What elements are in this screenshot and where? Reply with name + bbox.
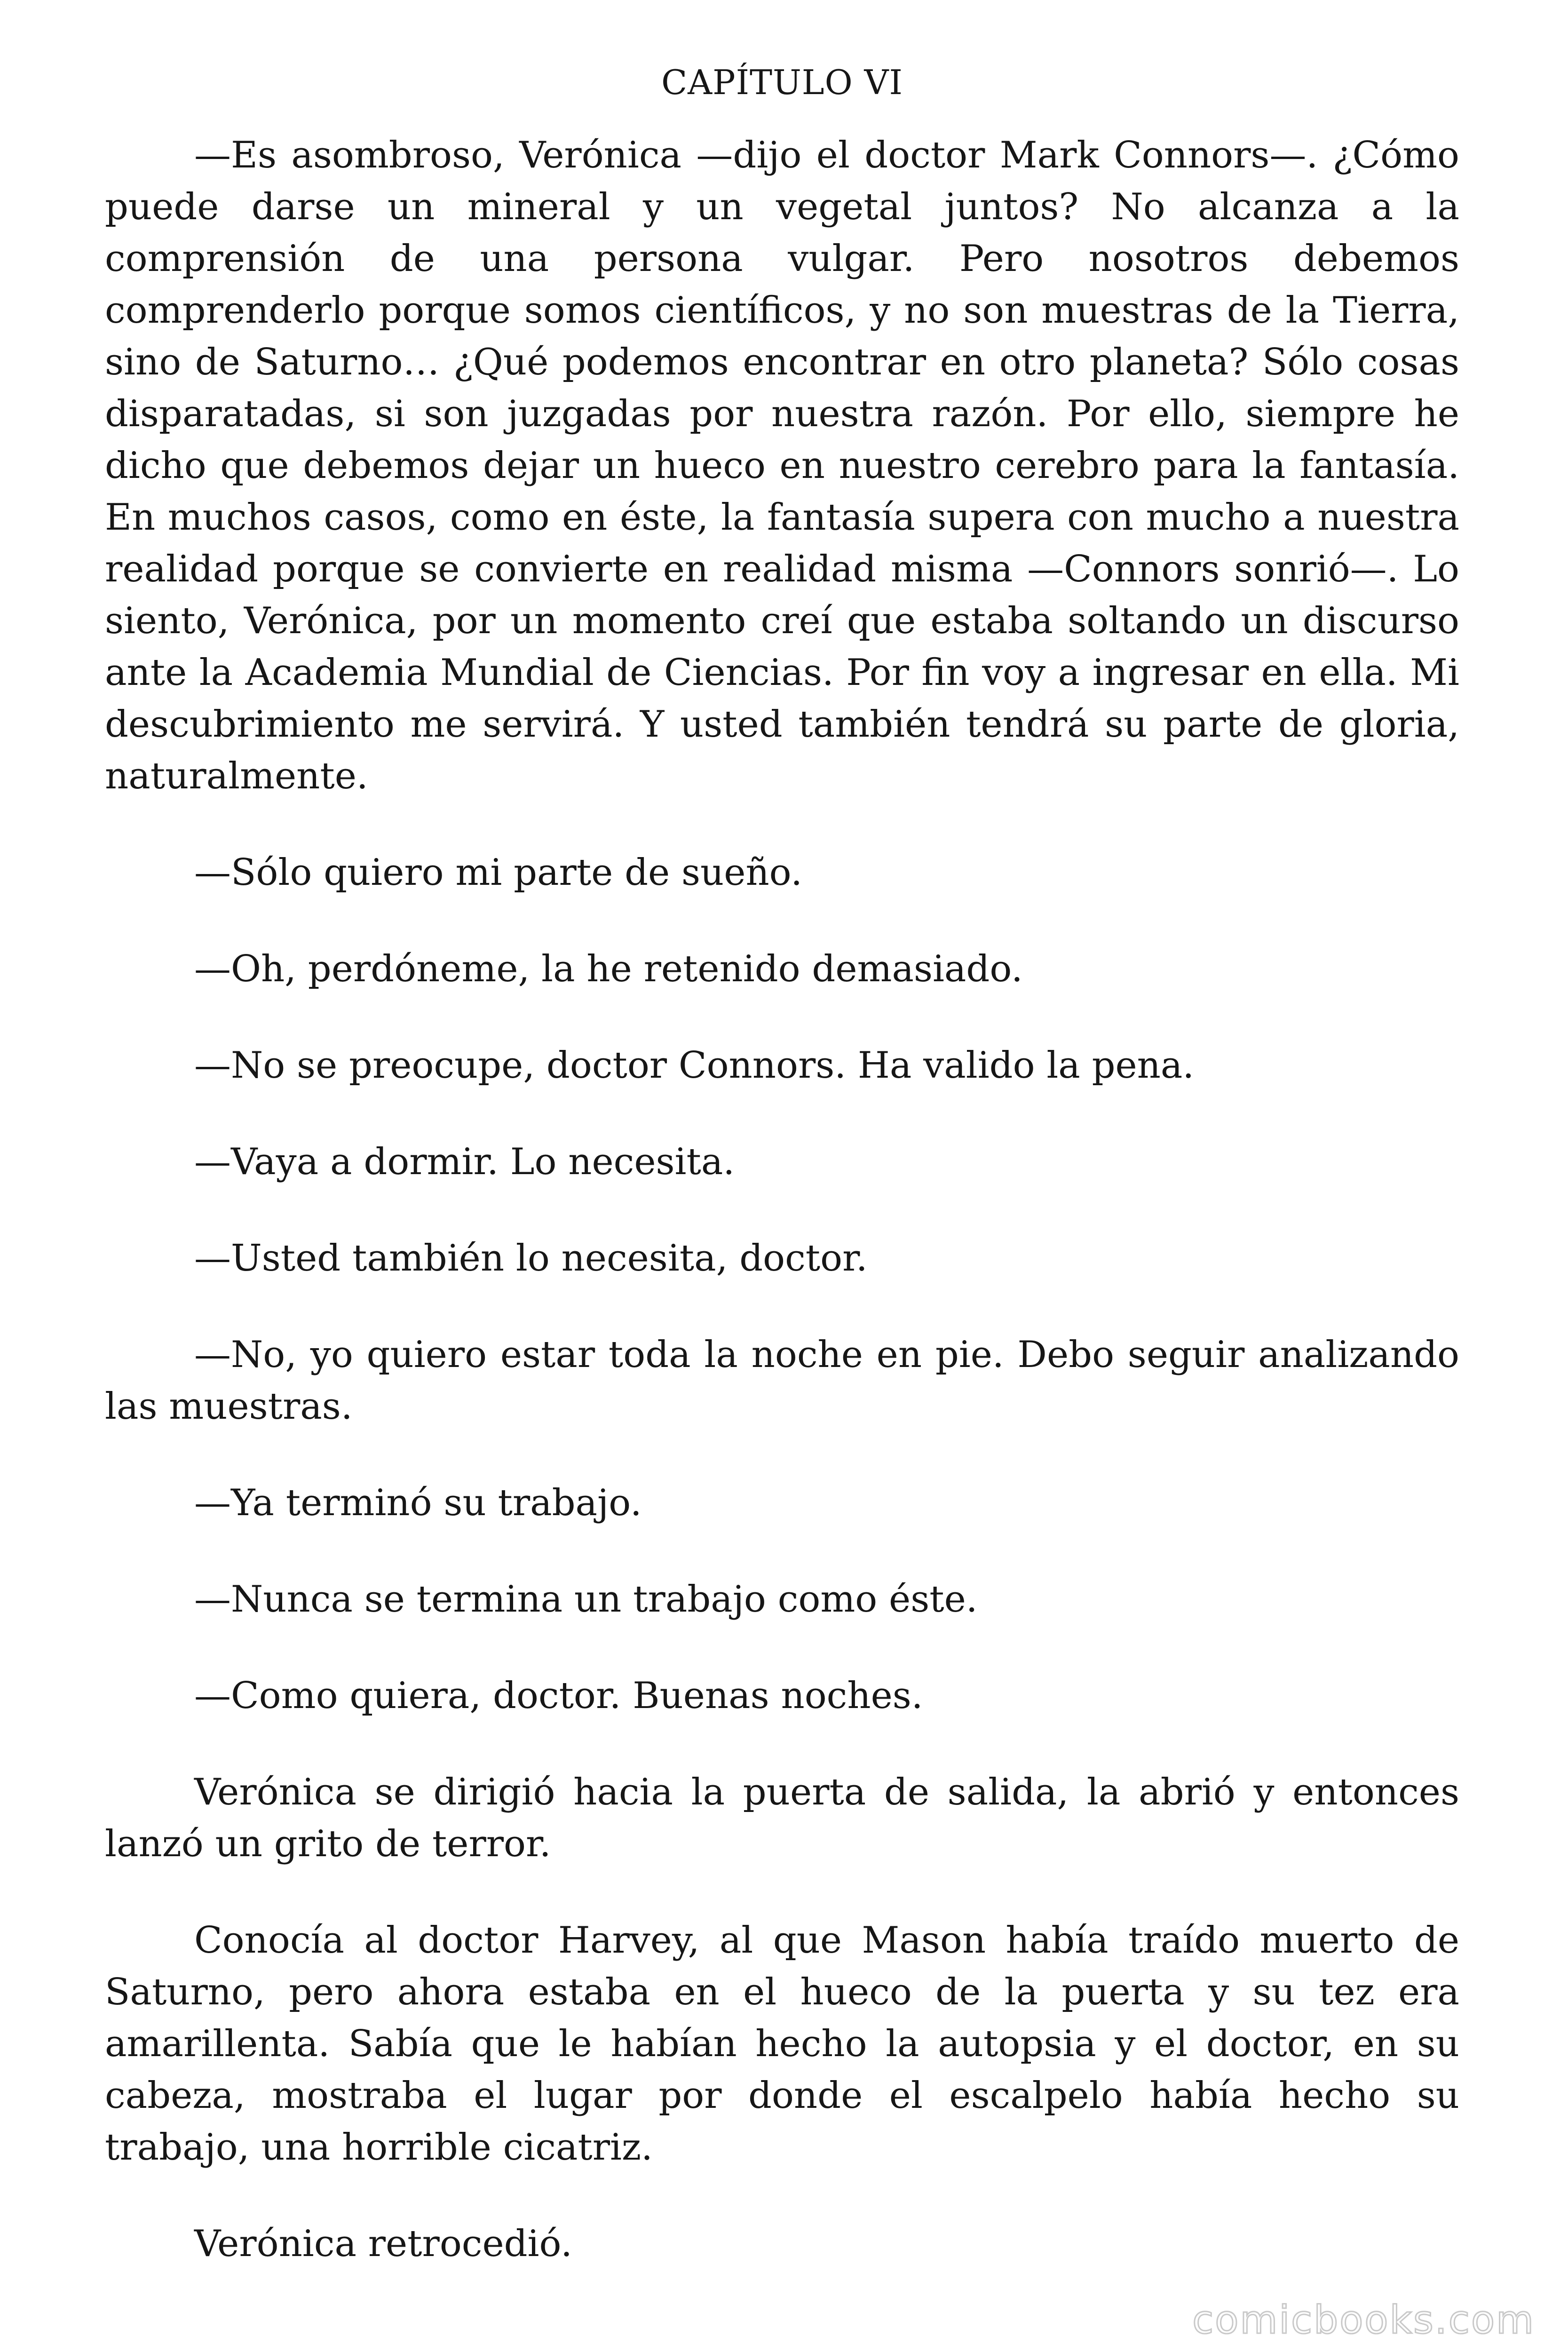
paragraph: Verónica retrocedió.	[194, 2223, 572, 2265]
paragraph: —No se preocupe, doctor Connors. Ha valido la pena.	[194, 1044, 1195, 1087]
paragraph: —Nunca se termina un trabajo como éste.	[194, 1578, 978, 1621]
paragraph: —Como quiera, doctor. Buenas noches.	[194, 1675, 923, 1717]
paragraph: —Vaya a dormir. Lo necesita.	[194, 1141, 735, 1183]
paragraph: Conocía al doctor Harvey, al que Mason había traído muerto de Saturno, pero ahora estaba en el hueco de la puerta y su tez era amarillenta. Sabía que le habían hecho la autopsia y el doctor, en su cabeza, mostraba el lugar por donde el escalpelo había hecho su trabajo, una horrible cicatriz.	[105, 1919, 1459, 2169]
paragraph: —No, yo quiero estar toda la noche en pie. Debo seguir analizando las muestras.	[105, 1334, 1459, 1428]
paragraph: —Usted también lo necesita, doctor.	[194, 1237, 868, 1279]
paragraph: Verónica se dirigió hacia la puerta de salida, la abrió y entonces lanzó un grito de terror.	[105, 1771, 1459, 1865]
paragraph: —Ya terminó su trabajo.	[194, 1482, 642, 1524]
paragraph: —Es asombroso, Verónica —dijo el doctor Mark Connors—. ¿Cómo puede darse un mineral y un vegetal juntos? No alcanza a la comprensión de una persona vulgar. Pero nosotros debemos comprenderlo porque somos científicos, y no son muestras de la Tierra, sino de Saturno… ¿Qué podemos encontrar en otro planeta? Sólo cosas disparatadas, si son juzgadas por nuestra razón. Por ello, siempre he dicho que debemos dejar un hueco en nuestro cerebro para la fantasía. En muchos casos, como en éste, la fantasía supera con mucho a nuestra realidad porque se convierte en realidad misma —Connors sonrió—. Lo siento, Verónica, por un momento creí que estaba soltando un discurso ante la Academia Mundial de Ciencias. Por fin voy a ingresar en ella. Mi descubrimiento me servirá. Y usted también tendrá su parte de gloria, naturalmente.	[105, 134, 1459, 797]
book-page	[105, 56, 1459, 2314]
paragraph: —Sólo quiero mi parte de sueño.	[194, 851, 803, 894]
paragraph: —Oh, perdóneme, la he retenido demasiado.	[194, 948, 1023, 990]
chapter-title: CAPÍTULO VI	[661, 63, 903, 102]
watermark: comicbooks.com	[1192, 2298, 1535, 2343]
